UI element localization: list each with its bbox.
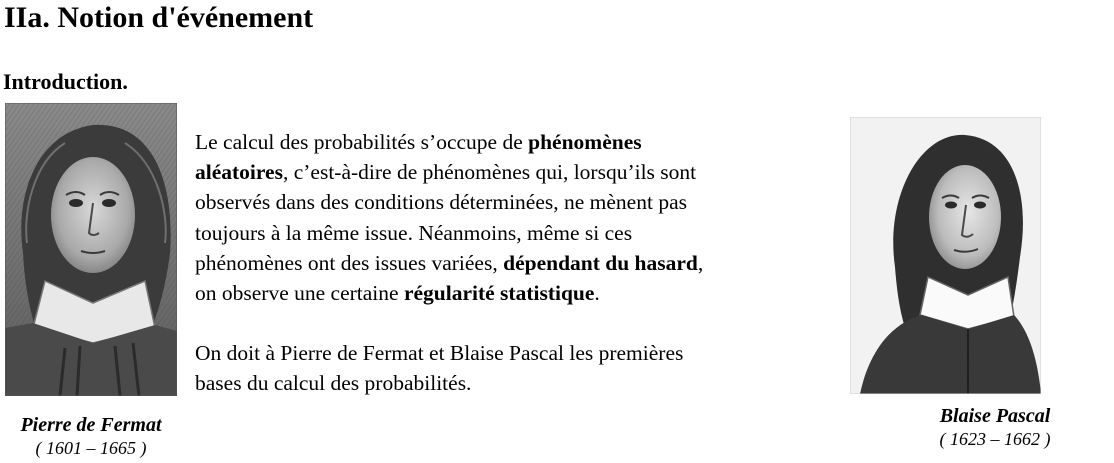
term-statistical-regularity: régularité statistique: [403, 281, 595, 306]
pascal-name: Blaise Pascal: [939, 405, 1051, 427]
fermat-name: Pierre de Fermat: [20, 414, 162, 436]
term-random-phenomena: phénomènes: [528, 130, 642, 154]
term-random-phenomena-2: aléatoires: [195, 160, 283, 185]
fermat-caption: [0, 413, 182, 459]
fermat-portrait-drawing: [5, 103, 177, 396]
fermat-portrait: [5, 103, 177, 396]
paragraph-founders: On doit à Pierre de Fermat et Blaise Pascal les premières bases du calcul des probabilités.: [195, 341, 684, 396]
pascal-dates: ( 1623 – 1662 ): [939, 429, 1051, 449]
introduction-text: [195, 127, 815, 399]
fermat-dates: ( 1601 – 1665 ): [35, 438, 147, 458]
term-chance: dépendant du hasard: [503, 250, 698, 275]
fermat-face: [51, 157, 135, 273]
pascal-caption: [897, 404, 1093, 450]
paragraph-probabilities: Le calcul des probabilités s’occupe de phénomènes aléatoires, c’est-à-dire de phénomènes qui, lorsqu’ils sont observés dans des conditions déterminées, ne mènent pas toujours à la même issue. Néanmoins, même si ces phénomènes ont des issues variées, dépendant du hasard, on observe une certaine régularité statistique.: [195, 130, 704, 306]
introduction-heading: Introduction.: [3, 69, 128, 94]
section-title: IIa. Notion d'événement: [4, 1, 314, 34]
pascal-portrait: [850, 117, 1041, 394]
pascal-portrait-drawing: [850, 117, 1041, 394]
